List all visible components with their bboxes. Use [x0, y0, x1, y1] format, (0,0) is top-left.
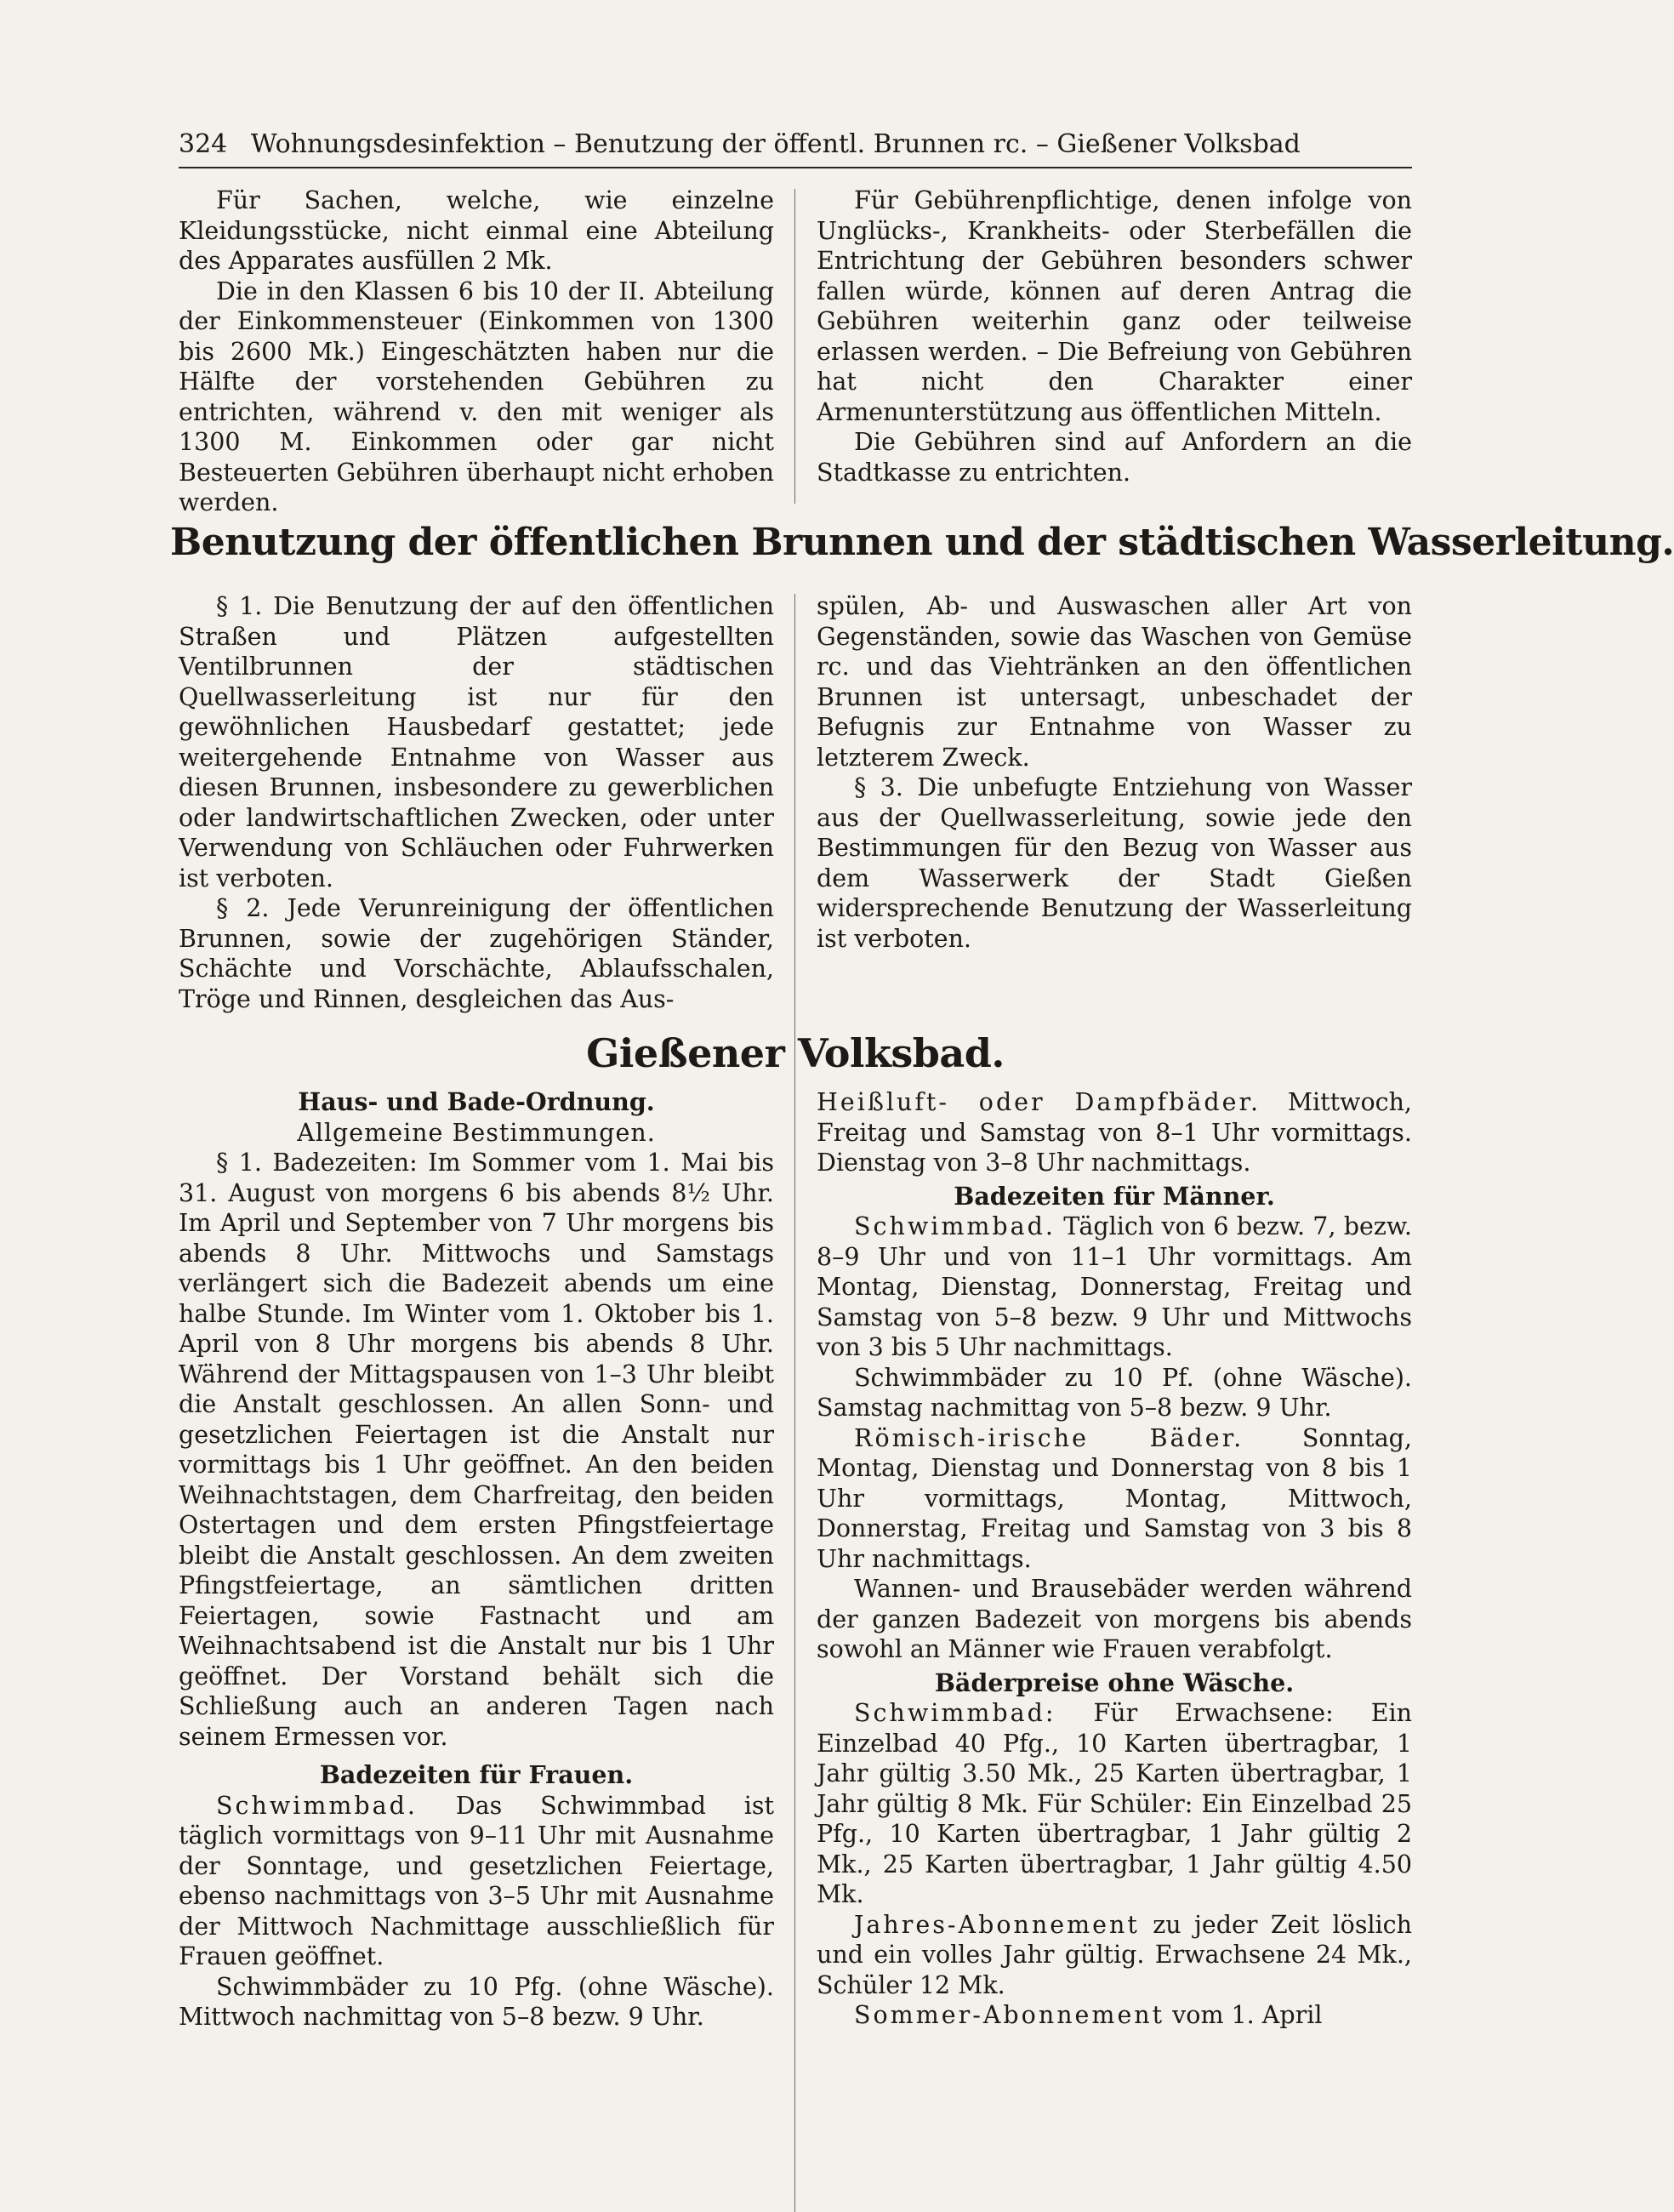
column-divider: [794, 189, 795, 504]
page-number: 324: [179, 129, 228, 159]
paragraph: [817, 2000, 1412, 2031]
section-heading-volksbad: Gießener Volksbad.: [586, 1030, 1005, 1076]
term: Schwimmbad.: [216, 1791, 418, 1820]
section-heading-wells: Benutzung der öffentlichen Brunnen und der städtischen Wasserleitung.: [170, 521, 1674, 564]
term: Römisch-irische Bäder.: [854, 1423, 1244, 1452]
general-heading: Allgemeine Bestimmungen.: [297, 1118, 656, 1147]
paragraph-text: vom 1. April: [1164, 2001, 1323, 2029]
paragraph: [179, 1791, 774, 1972]
running-header: [179, 128, 1412, 168]
paragraph-text: Täglich von 6 bezw. 7, bezw. 8–9 Uhr und von 11–1 Uhr vormittags. Am Montag, Dienstag, Donnerstag, Freitag und Samstag von 5–8 bezw. 9 Uhr und Mittwochs von 3 bis 5 Uhr nachmittags.: [817, 1212, 1412, 1361]
wells-left-column: [179, 591, 774, 1014]
paragraph-text: (ohne Wäsche). Mittwoch nachmittag von 5–8 bezw. 9 Uhr.: [179, 1972, 774, 2031]
paragraph: [817, 1423, 1412, 1575]
fees-right-column: [817, 185, 1412, 487]
term: Jahres-Abonnement: [854, 1910, 1140, 1939]
paragraph: § 3. Die unbefugte Entziehung von Wasser aus der Quellwasserleitung, sowie jede den Bestimmungen für den Bezug von Wasser aus dem Wasserwerk der Stadt Gießen widersprechende Benutzung der Wasserleitung ist verboten.: [817, 773, 1412, 953]
paragraph: Für Sachen, welche, wie einzelne Kleidungsstücke, nicht einmal eine Abteilung des Apparates ausfüllen 2 Mk.: [179, 186, 774, 275]
paragraph: spülen, Ab- und Auswaschen aller Art von Gegenständen, sowie das Waschen von Gemüse rc. und das Viehtränken an den öffentlichen Brunnen ist untersagt, unbeschadet der Befugnis zur Entnahme von Wasser zu letzterem Zweck.: [817, 592, 1412, 772]
fees-left-column: [179, 185, 774, 518]
paragraph-text: (ohne Wäsche). Samstag nachmittag von 5–8 bezw. 9 Uhr.: [817, 1363, 1412, 1422]
women-heading: Badezeiten für Frauen.: [319, 1760, 634, 1789]
wells-right-column: [817, 591, 1412, 954]
paragraph: § 1. Badezeiten: Im Sommer vom 1. Mai bis 31. August von morgens 6 bis abends 8½ Uhr. Im April und September von 7 Uhr morgens bis abends 8 Uhr. Mittwochs und Samstags verlängert sich die Badezeit abends um eine halbe Stunde. Im Winter vom 1. Oktober bis 1. April von 8 Uhr morgens bis abends 8 Uhr. Während der Mittagspausen von 1–3 Uhr bleibt die Anstalt geschlossen. An allen Sonn- und gesetzlichen Feiertagen ist die Anstalt nur vormittags bis 1 Uhr geöffnet. An den beiden Weihnachtstagen, dem Charfreitag, den beiden Ostertagen und dem ersten Pfingstfeiertage bleibt die Anstalt geschlossen. An dem zweiten Pfingstfeiertage, an sämtlichen dritten Feiertagen, sowie Fastnacht und am Weihnachtsabend ist die Anstalt nur bis 1 Uhr geöffnet. Der Vorstand behält sich die Schließung auch an anderen Tagen nach seinem Ermessen vor.: [179, 1149, 774, 1751]
paragraph: [817, 1363, 1412, 1423]
paragraph: Wannen- und Brausebäder werden während der ganzen Badezeit von morgens bis abends sowohl an Männer wie Frauen verabfolgt.: [817, 1575, 1412, 1663]
paragraph-text: Das Schwimmbad ist täglich vormittags von 9–11 Uhr mit Ausnahme der Sonntage, und gesetzlichen Feiertage, ebenso nachmittags von 3–5 Uhr mit Ausnahme der Mittwoch Nachmittage ausschließlich für Frauen geöffnet.: [179, 1791, 774, 1970]
term: Schwimmbäder zu 10 Pf.: [854, 1363, 1194, 1392]
term: Heißluft- oder Dampfbäder.: [817, 1088, 1261, 1116]
bath-subtitle: Haus- und Bade-Ordnung.: [298, 1087, 655, 1116]
paragraph: [179, 1972, 774, 2032]
paragraph: Die Gebühren sind auf Anfordern an die Stadtkasse zu entrichten.: [817, 428, 1412, 487]
paragraph: § 2. Jede Verunreinigung der öffentlichen Brunnen, sowie der zugehörigen Ständer, Schächte und Vorschächte, Ablaufsschalen, Tröge und Rinnen, desgleichen das Aus-: [179, 894, 774, 1013]
running-title: Wohnungsdesinfektion – Benutzung der öffentl. Brunnen rc. – Gießener Volksbad: [250, 129, 1301, 159]
paragraph: [817, 1211, 1412, 1363]
term: Schwimmbäder zu 10 Pfg.: [216, 1972, 563, 2001]
paragraph-text: Für Erwachsene: Ein Einzelbad 40 Pfg., 10 Karten übertragbar, 1 Jahr gültig 3.50 Mk., 25 Karten übertragbar, 1 Jahr gültig 8 Mk. Für Schüler: Ein Einzelbad 25 Pfg., 10 Karten übertragbar, 1 Jahr gültig 2 Mk., 25 Karten übertragbar, 1 Jahr gültig 4.50 Mk.: [817, 1699, 1412, 1908]
term: Sommer-Abonnement: [854, 2001, 1165, 2029]
paragraph: § 1. Die Benutzung der auf den öffentlichen Straßen und Plätzen aufgestellten Ventilbrunnen der städtischen Quellwasserleitung ist nur für den gewöhnlichen Hausbedarf gestattet; jede weitergehende Entnahme von Wasser aus diesen Brunnen, insbesondere zu gewerblichen oder landwirtschaftlichen Zwecken, oder unter Verwendung von Schläuchen oder Fuhrwerken ist verboten.: [179, 592, 774, 892]
term: Schwimmbad:: [854, 1699, 1056, 1727]
bath-right-column: [817, 1087, 1412, 2031]
term: Schwimmbad.: [854, 1212, 1056, 1240]
bath-left-column: [179, 1087, 774, 2032]
prices-heading: Bäderpreise ohne Wäsche.: [934, 1668, 1295, 1697]
paragraph: [817, 1698, 1412, 1910]
paragraph: [817, 1910, 1412, 2001]
column-divider: [794, 1089, 795, 2212]
paragraph-text: zu jeder Zeit löslich und ein volles Jahr gültig. Erwachsene 24 Mk., Schüler 12 Mk.: [817, 1910, 1412, 1999]
paragraph-text: Mittwoch, Freitag und Samstag von 8–1 Uhr vormittags. Dienstag von 3–8 Uhr nachmittags.: [817, 1088, 1412, 1177]
paragraph: Die in den Klassen 6 bis 10 der II. Abteilung der Einkommensteuer (Einkommen von 1300 bis 2600 Mk.) Eingeschätzten haben nur die Hälfte der vorstehenden Gebühren zu entrichten, während v. den mit weniger als 1300 M. Einkommen oder gar nicht Besteuerten Gebühren überhaupt nicht erhoben werden.: [179, 276, 774, 516]
paragraph-text: Sonntag, Montag, Dienstag und Donnerstag von 8 bis 1 Uhr vormittags, Montag, Mittwoch, Donnerstag, Freitag und Samstag von 3 bis 8 Uhr nachmittags.: [817, 1423, 1412, 1573]
men-heading: Badezeiten für Männer.: [954, 1181, 1275, 1211]
paragraph: [817, 1087, 1412, 1178]
paragraph: Für Gebührenpflichtige, denen infolge von Unglücks-, Krankheits- oder Sterbefällen die Entrichtung der Gebühren besonders schwer fallen würde, können auf deren Antrag die Gebühren weiterhin ganz oder teilweise erlassen werden. – Die Befreiung von Gebühren hat nicht den Charakter einer Armenunterstützung aus öffentlichen Mitteln.: [817, 186, 1412, 426]
